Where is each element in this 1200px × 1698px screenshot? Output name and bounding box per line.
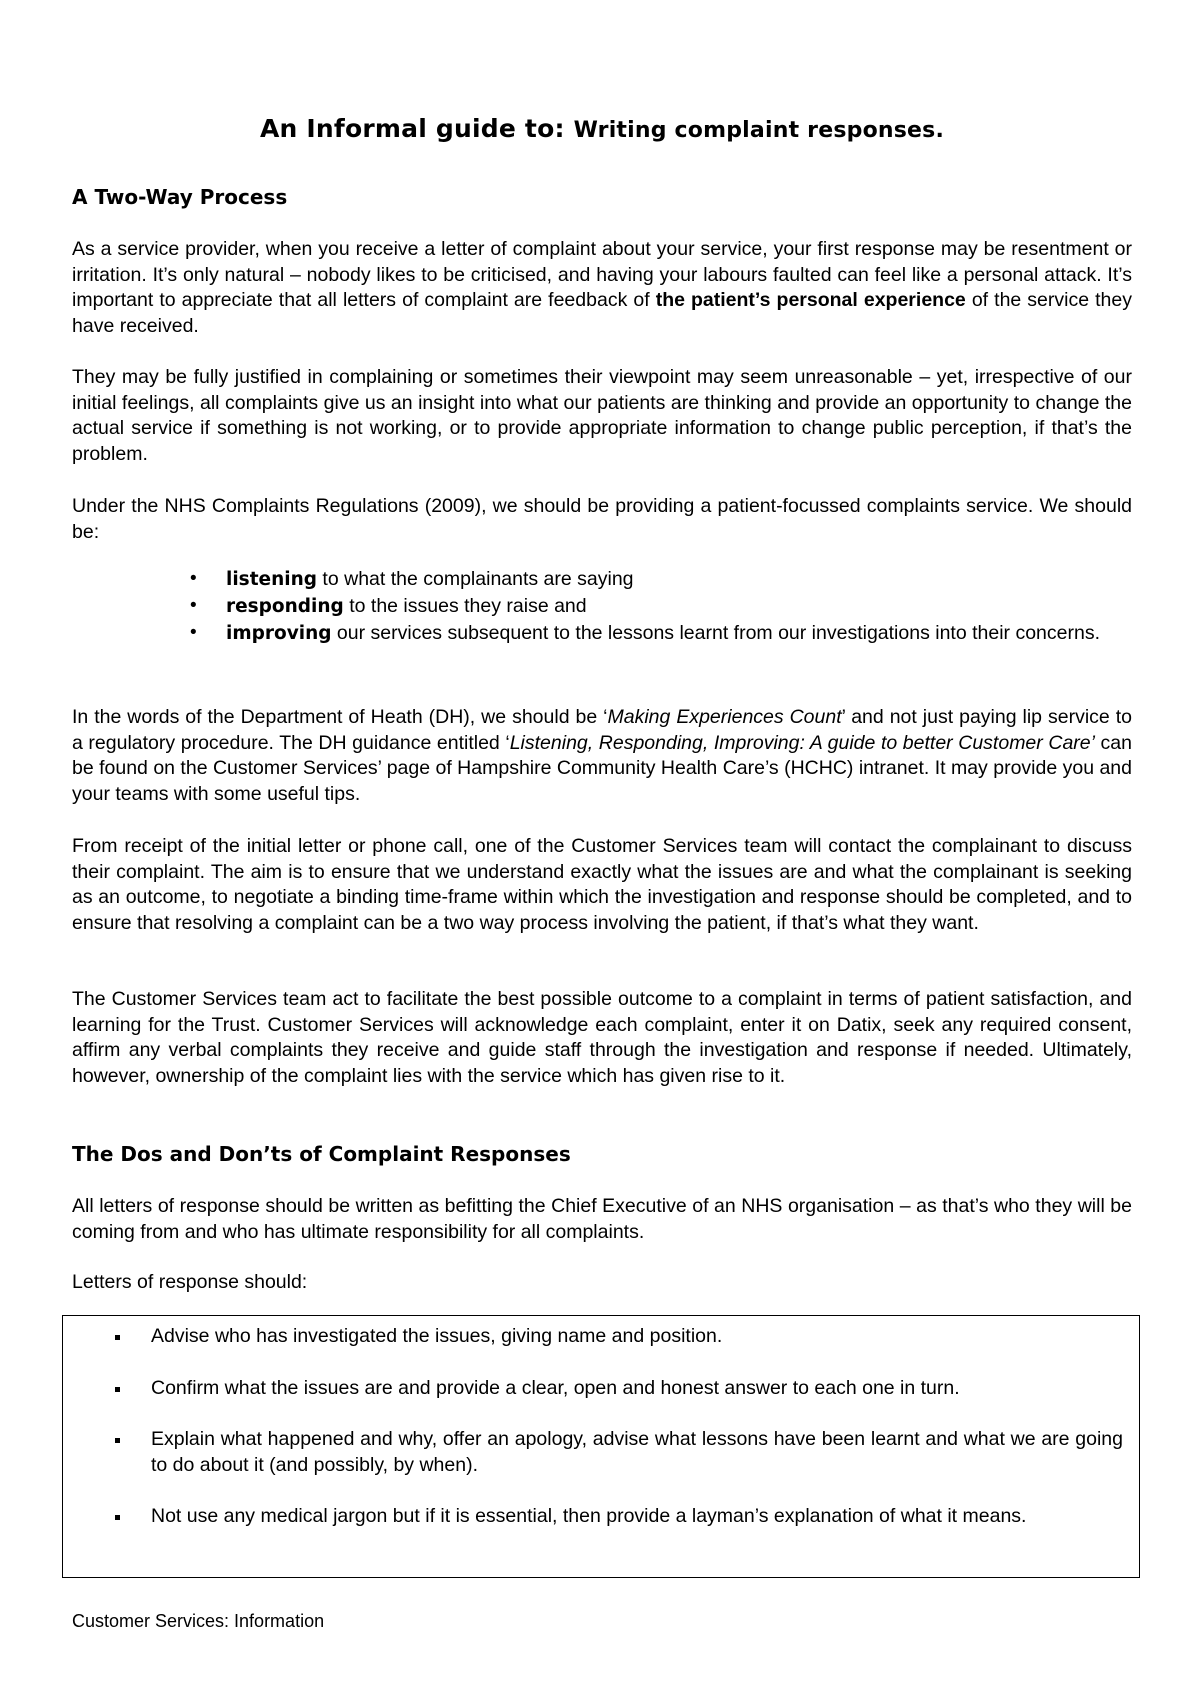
bullet-icon: •: [190, 622, 197, 643]
dh-text-a: In the words of the Department of Heath (DH), we should be ‘: [72, 706, 608, 728]
page-footer: Customer Services: Information: [72, 1611, 325, 1631]
section-heading-dos-and-donts: The Dos and Don’ts of Complaint Responses: [72, 1142, 571, 1166]
list-item: [72, 566, 1132, 593]
list-item: [63, 1504, 1139, 1530]
square-bullet-icon: [115, 1387, 120, 1392]
section-heading-two-way-process: A Two-Way Process: [72, 185, 288, 209]
square-bullet-icon: [115, 1515, 120, 1520]
bullet-icon: •: [190, 568, 197, 589]
list-item: [72, 593, 1132, 620]
list-item-keyword: responding: [226, 596, 344, 617]
list-item-text: Advise who has investigated the issues, giving name and position.: [151, 1325, 723, 1347]
list-item: [63, 1376, 1139, 1402]
paragraph-intro-text-b: of the service they have received.: [72, 289, 1132, 337]
principles-list: [72, 566, 1132, 647]
list-item-text: Confirm what the issues are and provide a clear, open and honest answer to each one in turn.: [151, 1377, 960, 1399]
square-bullet-icon: [115, 1438, 120, 1443]
list-item-keyword: listening: [226, 569, 318, 590]
list-item-text: our services subsequent to the lessons learnt from our investigations into their concerns.: [331, 622, 1100, 644]
list-item-text: to what the complainants are saying: [317, 568, 634, 590]
paragraph-receipt: From receipt of the initial letter or phone call, one of the Customer Services team will contact the complainant to discuss their complaint. The aim is to ensure that we understand exactly what the issues are and what the complainant is seeking as an outcome, to negotiate a binding time-frame within which the investigation and response should be completed, and to ensure that resolving a complaint can be a two way process involving the patient, if that’s what they want.: [72, 835, 1132, 934]
list-item-keyword: improving: [226, 623, 332, 644]
list-item: [63, 1427, 1139, 1478]
square-bullet-icon: [115, 1335, 120, 1340]
list-item: [72, 620, 1132, 647]
response-guidelines-box: [62, 1315, 1140, 1578]
paragraph-intro-emphasis: the patient’s personal experience: [655, 289, 966, 311]
paragraph-chief-executive: All letters of response should be written as befitting the Chief Executive of an NHS organisation – as that’s who they will be coming from and who has ultimate responsibility for all complaints.: [72, 1195, 1132, 1243]
bullet-icon: •: [190, 595, 197, 616]
title-subject: Writing complaint responses.: [573, 118, 945, 143]
paragraph-justified: They may be fully justified in complaining or sometimes their viewpoint may seem unreasonable – yet, irrespective of our initial feelings, all complaints give us an insight into what our patients are thinking and provide an opportunity to change the actual service if something is not working, or to provide appropriate information to change public perception, if that’s the problem.: [72, 366, 1132, 465]
paragraph-dh-guidance: [72, 705, 1132, 807]
list-item-text: to the issues they raise and: [343, 595, 587, 617]
document-title: [72, 114, 1132, 143]
dh-title-guidance: Listening, Responding, Improving: A guide to better Customer Care’: [509, 731, 1095, 754]
dh-text-c: can be found on the Customer Services’ page of Hampshire Community Health Care’s (HCHC) intranet. It may provide you and your teams with some useful tips.: [72, 731, 1133, 805]
paragraph-intro: [72, 237, 1132, 339]
paragraph-intro-text-a: As a service provider, when you receive a letter of complaint about your service, your first response may be resentment or irritation. It’s only natural – nobody likes to be criticised, and having your labours faulted can feel like a personal attack. It’s important to appreciate that all letters of complaint are feedback of: [72, 238, 1132, 311]
list-item-text: Explain what happened and why, offer an apology, advise what lessons have been learnt and what we are going to do about it (and possibly, by when).: [151, 1428, 1123, 1476]
paragraph-regulations: Under the NHS Complaints Regulations (2009), we should be providing a patient-focussed complaints service. We should be:: [72, 495, 1132, 543]
list-item: [63, 1324, 1139, 1350]
paragraph-letters-should: Letters of response should:: [72, 1271, 308, 1293]
paragraph-customer-services: The Customer Services team act to facilitate the best possible outcome to a complaint in terms of patient satisfaction, and learning for the Trust. Customer Services will acknowledge each complaint, enter it on Datix, seek any required consent, affirm any verbal complaints they receive and guide staff through the investigation and response if needed. Ultimately, however, ownership of the complaint lies with the service which has given rise to it.: [72, 988, 1132, 1087]
dh-title-making-experiences-count: Making Experiences Count: [607, 706, 842, 728]
title-prefix: An Informal guide to:: [259, 114, 565, 143]
list-item-text: Not use any medical jargon but if it is essential, then provide a layman’s explanation of what it means.: [151, 1505, 1027, 1527]
dh-text-b: ’ and not just paying lip service to a regulatory procedure. The DH guidance entitled ‘: [72, 706, 1132, 754]
